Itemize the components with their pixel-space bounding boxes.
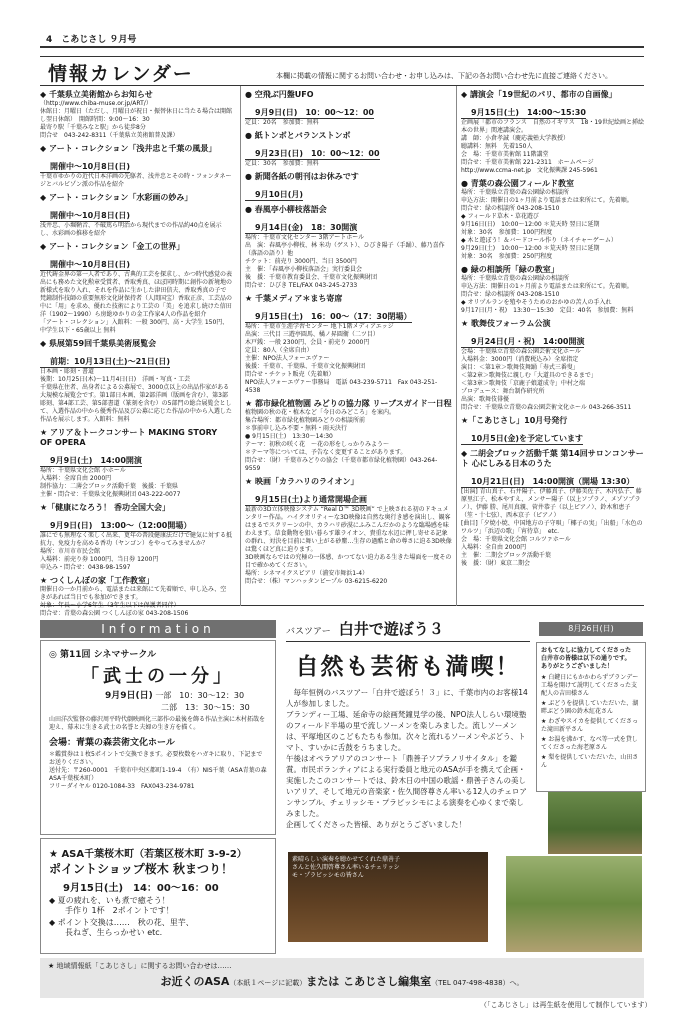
tour-title: 白井で遊ぼう３ — [338, 620, 444, 638]
calendar-event — [461, 319, 644, 412]
kids-photo — [548, 792, 642, 854]
cinema-circle-name: ◎ 第11回 シネマサークル — [49, 650, 157, 660]
cinema-session-1: 一部 10：30〜12：30 — [155, 691, 245, 700]
calendar-event — [461, 179, 644, 261]
event-body: 最新の3D立体映像システム “Real D™ 3D映画” で上映される初のドキュメンタリー作品。ハイクオリティーな3D映像は自然な奥行き感を演出し、観客はまるでスクリーンの中、カラハリ砂漠にふみこんだかのような臨場感を味わえます。草食動物を狙い暮らす雄ライオン、貴重な水辺に押し寄せる記象の群れ、対決を目前に舞い上がる砂塵…生存の過酷と命の尊さに迫る3D映像は驚くほど真に迫ります。 3D映画ならではの究極の一体感、かつてない迫力ある生きた場面を一度その目で確かめてください。 場所：シネマイクスピアリ（浦安市舞浜1-4） 問合せ：（株）マンハッタンピープル 03-6215-6220 — [245, 506, 452, 585]
calendar-event — [40, 144, 232, 189]
calendar-event — [245, 477, 452, 586]
asa-event: ポイントショップ桜木 秋まつり！ — [49, 862, 233, 876]
event-title: ◆ アート・コレクション「浅井忠と千葉の風景」 — [40, 144, 217, 153]
cinema-box — [40, 640, 276, 835]
event-body: 誰にでも無理なく楽しく出来、更年の普段健康法だけで健気に対する抵抗力、免疫力を高める香功（ヤンゴン）をやってみませんか？ 場所：市川市市民会館 入場料：前売り券 1000円、当日券 1200円 申込み・問合せ：0438-98-1597 — [40, 532, 233, 571]
calendar-event — [245, 294, 452, 395]
event-title: ◆ 県展第59回千葉県美術展覧会 — [40, 339, 157, 348]
footer-editorial: または こあじさし編集室 — [306, 975, 432, 988]
event-body: 定員：30名 参加費：無料 — [245, 160, 319, 167]
footer-tel: （TEL 047-498-4838）へ。 — [431, 979, 524, 987]
event-date: 開催中〜10月8日(日) — [40, 162, 130, 173]
event-body: 植物園の秋の花・植木など「今日のみどころ」を案内。 集合場所：都市緑化植物園みどりの相談所前 ＊事前申し込み不要・無料・雨天決行 ● 9月15日(土) 13:30〜14:30 テーマ：初秋の咲く花 〜花の形をしっかりみよう〜 ＊テーマ等については、予告なく変更することがあります。 問合せ：（財）千葉市みどりの協会（千葉市都市緑化植物園）043-264-9559 — [245, 409, 438, 472]
event-body: 場所：千葉県文化会館 小ホール 入場料：全席自由 2000円 制作協力：二薄会ブロック活動千葉 後援：千葉県 主催・問合せ：千葉県文化振興財団 043-222-0077 — [40, 467, 181, 498]
asa-date: 9月15日(土) 14：00〜16：00 — [63, 883, 219, 894]
calendar-note: 本欄に掲載の情報に関するお問い合わせ・お申し込みは、下記の各お問い合わせ先に直接ご連絡ください。 — [276, 72, 612, 80]
thanks-item: ★ 梨を提供していただいた、山田さん — [541, 754, 639, 769]
calendar-event — [245, 205, 452, 290]
event-title: ◆ アート・コレクション「金工の世界」 — [40, 242, 185, 251]
event-title: ● 春風亭小柳枝落語会 — [245, 205, 327, 214]
event-body: 近代鋳金界の第一人者であり、古典的工芸を探求し、かつ時代感覚の表出にも務めた文化勲章受賞者、香取秀真、ほぼ同時期に創作の新境地の新様式を取り入れ、それを作品に生かした津田信夫、香取秀真の子で梵鐘制作技師の重要無形文化財保持者（人間国宝）香取正彦、工芸品の中に「用」を求め、優れた技術により工芸の「美」を追求し続けた信田洋（1902〜1990）ら房総ゆかりの金工作家4人の作品を紹介 「アート・コレクション」入館料：一般 300円、高・大学生 150円、中学生以下・65歳以上 無料 — [40, 271, 233, 334]
calendar-event — [245, 399, 452, 473]
event-date: 9月9日(日) 13:00〜（12:00開場） — [40, 521, 191, 532]
event-date: 開催中〜10月8日(日) — [40, 260, 130, 271]
event-title: ◆ アート・コレクション「水彩画の妙み」 — [40, 193, 193, 202]
cinema-session-2: 二部 13：30〜15：30 — [161, 703, 250, 712]
thanks-intro: おもてなしに協力してくださった 白井市の皆様は以下の通りです。 ありがとうございました！ — [541, 647, 632, 670]
event-body: 場所：千葉県立青葉の森公園緑の相談所 申込方法：開催日の1ヶ月前より電話または来所にて。先着順。 問合せ：緑の相談所 043-208-1510 ◆ オリヅルランを殖やそうためのおかゆの苦人の手入れ 9月17日(月・祝) 13:30〜15:30 定員：40名 参加費：無料 — [461, 275, 634, 314]
event-title: ● 紙トンボとバランストンボ — [245, 131, 351, 140]
calendar-event — [461, 449, 644, 568]
event-body: 定員：20名 参加費：無料 — [245, 119, 319, 126]
thanks-item: ★ 白鍵日にもかかわらずブランデー工場を開けて説明してくださった支配人の吉田様さん — [541, 674, 639, 697]
event-date: 9月24日(月・祝) 14:00開演 — [461, 337, 584, 348]
thanks-item: ★ お湯を沸かす、なべ等一式を貸してくださった海老原さん — [541, 736, 638, 751]
event-title: ★ 千葉メディア＊まち寄席 — [245, 294, 343, 303]
tour-body: 毎年恒例のバスツアー「白井で遊ぼう！３」に、千葉市内のお客様14人が参加しました。 ブランディー工場、延命寺の絵画梵鐘見学の後、NPO法人しらい環境塾のフィールド半場の里で流しソーメンを楽しみました。流しソーメンは、平塚地区のこどもたちも参加。次々と流れるソーメンやぶどう、トマト、すいかに舌鼓をうちました。 午後はオペラアリアのコンサート「鼎善子ソプラノリサイタル」を鑑賞。市民ボランティアによる実行委員と地元のASAが手を携えて企画・実施したこのコンサートでは、鈴木日の中国の歌謡・鼎善子さんの美しいアリア、そして地元の音楽家・佐久間啓尊さん率いる12人のチェロアンサンブル、チェリッシモ・プラビッシモによる演奏を心ゆくまで楽しみました。 企画してくださった皆様、ありがとうございました！ — [286, 688, 528, 829]
calendar-header — [40, 56, 644, 86]
tour-label: バスツアー — [286, 627, 331, 637]
event-body: 企画展「都市のフランス 自然のイギリス 18・19世紀絵画と挿絵本の世界」関連講演会。 講 師：小倉孝誠（慶応義塾大学教授） 聴講料：無料 先着150人 会 場：千葉市美術館 11階講堂 問合せ：千葉市美術館 221-2311 ホームページ http://www.ccma-net.jp 文化振興課 245-5961 — [461, 119, 644, 174]
calendar-title: 情報カレンダー — [48, 63, 194, 85]
event-title: ★ アリア＆トークコンサート MAKING STORY OF OPERA — [40, 428, 218, 447]
event-body: [出演] 青山真子、石井陽子、伊藤真子、伊藤美佐子、木内弘子、藤原里江子、松本やすえ、メンサー陽子（以上ソプラノ、メゾソプラノ）、伊藤 勝、尾川真親、菅井恭子（以上ピアノ）、鈴木和恵子（笙・十七弦）、西本京子（ピアノ） [曲目]「夕焼小焼、中国地方の子守唄」「椰子の実」「出船」「水色のワルツ」「浜辺の歌」「宵待草」 etc. 会 場：千葉県文化会館 コルツァホール 入場料：全自由 2000円 主 催：二期会ブロック活動千葉 後 援：（財）東京二期会 — [461, 488, 643, 567]
calendar-event — [245, 131, 452, 168]
group-walk-photo — [506, 856, 642, 952]
event-title: ★「健康になろう！ 香功全国大会」 — [40, 503, 170, 512]
calendar-event — [245, 90, 452, 127]
asa-bullet-1: ◆ 夏の疲れを、いも煮で癒そう！ 手作り 1杯 2ポイントです！ — [49, 896, 174, 915]
event-title: ★ つくしんぼの家「工作教室」 — [40, 576, 154, 585]
event-date: 9月9日(日) 10：00〜12：00 — [245, 108, 374, 119]
cinema-sessions — [49, 690, 267, 713]
calendar-column-1 — [40, 86, 233, 617]
event-body: 場所：千葉市文化センター 3階アートホール 出 演：春風亭小柳枝、林 米功（ゲスト）、ひびき陽子（手踊）、藤乃喜作（落語の語り）他 チケット：前売り 3000円、当日 3500円 主 催：「春風亭小柳枝落語会」実行委員会 後 援：千葉市教育委員会、千葉市文化振興財団 問合せ：ひびき TEL/FAX 043-245-2733 — [245, 234, 445, 289]
calendar-event — [40, 503, 232, 572]
cinema-venue: 会場：青葉の森芸術文化ホール — [49, 738, 175, 748]
event-date: 9月14日(金) 18：30開演 — [245, 223, 357, 234]
event-title: ◆ 千葉県立美術館からお知らせ — [40, 90, 153, 99]
footer-note: ★ 地域情報紙「こあじさし」に関するお問い合わせは…… — [48, 962, 232, 970]
calendar-event — [40, 428, 232, 499]
footer-contact — [40, 958, 644, 998]
page-number: 4 こあじさし ９月号 — [46, 35, 137, 45]
event-body: 会場：千葉県立青葉の森公園芸術文化ホール 入場料金：3000円（消費税込み）全席指定 演目：＜第1章＞歌舞伎舞踊「寿式三番叟」 ＜第2章＞歌舞伎に親しむ「大道具のできるまで」 ＜第3章＞歌舞伎「京鹿子娘道成寺」中村之端 プロデュース：舞台制作研究所 出演：歌舞伎俳優 問合せ：千葉県立青葉の森公園芸術文化ホール 043-266-3511 — [461, 348, 632, 411]
event-date: 前期：10月13日(土)〜21日(日) — [40, 357, 170, 368]
footer-asa-note: （本紙１ページに記載） — [229, 979, 307, 987]
event-date: 9月15日(土) 16：00〜（17：30閉場） — [245, 312, 412, 323]
event-body: 浅井忠、小堀鞆音、不破篤ら明治から現代までの作品約40点を展示し、水彩画の推移を紹介 — [40, 222, 222, 237]
event-title: ★ 都市緑化植物園 みどりの協力隊 リーブスガイド一日程 — [245, 399, 452, 408]
event-body: 場所：千葉市生涯学習センター 地下1階メディアエッジ 出演：三代目 三遊亭圓馬、橘ノ昇圓衛（二ツ目） 木戸銭：一般 2300円、会員・前売り 2000円 定員：80人（全席自由） 主催：NPO法人フォーエヴァー 後援：千葉市、千葉県、千葉市文化振興財団 問合せ・チケット販売（先着順） NPO法人フォーエヴァー事務局 電話 043-239-5711 Fax 043-251-4538 — [245, 323, 438, 394]
calendar-body — [40, 86, 644, 617]
event-date: 9月10日(月) — [245, 190, 303, 201]
event-body: 場所：千葉県立青葉の森公園緑の相談所 申込方法：開催日の1ヶ月前より電話または来所にて。先着順。 問合せ：緑の相談所 043-208-1510 ◆ フィールド草木・草花遊び 9月16日(日) 10:00〜12:00 ＊荒天時 翌日に延期 対象：30名 参加費：100円程度 ◆ 木と遊ぼう！＆バードコール作り（ネイチャーゲーム） 9月29日(土) 10:00〜12:00 ＊荒天時 翌日に延期 対象：30名 参加費：250円程度 — [461, 189, 633, 260]
event-title: ★ 歌舞伎フォーラム公演 — [461, 319, 551, 328]
top-rule — [40, 46, 644, 48]
calendar-event — [40, 90, 232, 140]
event-date: 10月5日(金)を予定しています — [461, 434, 583, 445]
concert-photo-caption: 素晴らしい演奏を聴かせてくれた鼎善子 さんと佐久間啓尊さん率いるチェリッシ モ・プラビッシモの皆さん — [292, 856, 401, 879]
calendar-event — [40, 193, 232, 238]
cinema-date: 9月9日(日) — [105, 691, 153, 701]
event-title: ● 青葉の森公園フィールド教室 — [461, 179, 574, 188]
thanks-item: ★ わざやスイカを提供してくださった滝田新平さん — [541, 718, 638, 733]
event-date: 開催中〜10月8日(日) — [40, 211, 130, 222]
event-date: 9月15日(土)より通常開場企画 — [245, 495, 367, 506]
calendar-event — [40, 242, 232, 335]
event-date: 9月23日(日) 10：00〜12：00 — [245, 149, 380, 160]
information-header: Information — [40, 620, 276, 638]
cinema-notes: ＊鑑賞券は１枚5ポイントで交換できます。必要枚数をハガキに取り、下記までお送りください。 送付先：〒260-0001 千葉市中央区都町1-19-4 （有）NIS千葉（ASA青葉の森 ASA千葉桜木町） フリーダイヤル 0120-1084-33 FAX043-234-9781 — [49, 751, 267, 790]
footer-main — [48, 973, 636, 989]
calendar-event — [245, 172, 452, 201]
calendar-event — [40, 576, 232, 618]
footer-asa: お近くのASA — [160, 975, 230, 988]
recycle-note: （「こあじさし」は再生紙を使用して制作しています） — [480, 1001, 652, 1009]
tour-catchphrase: 自然も芸術も満喫！ — [295, 654, 521, 680]
event-title: ★「こあじさし」10月号発行 — [461, 416, 568, 425]
event-title: ◆ 二胡会ブロック活動千葉 第14回サロンコンサート 心にしみる日本のうた — [461, 449, 644, 468]
event-body: （http://www.chiba-muse.or.jp/ART/） 休館日：月曜日（ただし、月曜日が祝日・振替休日に当たる場合は開館し翌日休館） 開館時間：9:00〜16：30 最寄り駅「千葉みなと駅」から徒歩8分 問合せ 043-242-8311（千葉県立美術館普及課） — [40, 100, 233, 139]
event-body: 開催日の一か月前から、電話または来館にて先着順で、申し込み、空きがあれば当日でも参加ができます。 対象：年長〜小学6年生（3年生以下は保護者同伴） 問合せ：青葉の森公園 つくしんぼの家 043-208-1506 — [40, 586, 227, 617]
tour-date-tag: 8月26日(日) — [539, 622, 643, 636]
calendar-event — [461, 265, 644, 315]
calendar-event — [40, 339, 232, 424]
calendar-column-2 — [240, 86, 452, 606]
event-title: ● 新聞各紙の朝刊はお休みです — [245, 172, 359, 181]
event-title: ● 空飛ぶ円盤UFO — [245, 90, 314, 99]
cinema-film-title: 「武士の一分」 — [81, 666, 235, 687]
calendar-event — [461, 90, 644, 175]
event-title: ★ 映画「カラハリのライオン」 — [245, 477, 359, 486]
event-body: 日本画・彫刻・書道 後期：10月25日(木)〜11月4日(日) 洋画・写真・工芸 千葉県在住者、出身者による公募展で、3000点以上の出品作家がある大規模な展覧会です。第1部日本画、第2部洋画（版画を含む）、第3部彫刻、第4部工芸、第5部書道（篆刻を含む）の5部門の総合展覧会として、入選作品の中から優秀作品及び公募に応じた作品の中から入選した作品を展示します。入館料：無料 — [40, 368, 232, 423]
event-title: ● 緑の相談所「緑の教室」 — [461, 265, 559, 274]
calendar-event — [461, 416, 644, 445]
event-date: 9月9日(土) 14:00開演 — [40, 456, 142, 467]
thanks-item: ★ ぶどうを提供していただいた、湖畔ぶどう園の鈴木紅花さん — [541, 700, 639, 715]
calendar-column-3 — [456, 86, 644, 606]
event-date: 9月15日(土) 14:00〜15:30 — [461, 108, 586, 119]
asa-title: ★ ASA千葉桜木町（若葉区桜木町 3-9-2） — [49, 849, 247, 860]
asa-box — [40, 838, 276, 954]
tour-heading — [286, 618, 530, 642]
asa-bullet-2: ◆ ポイント交換は…… 秋の花、里芋、 長ねぎ、生らっかせい etc. — [49, 918, 194, 937]
event-date: 10月21日(日) 14:00開演（開場 13:30） — [461, 477, 634, 488]
event-body: 千葉市ゆかりの近代日本洋画の先駆者、浅井忠とその時・フォンタネージとバルビゾン派の作品を紹介 — [40, 173, 232, 188]
cinema-description: 山田洋次監督の藤沢周平時代劇映画化三部作の最後を飾る作品主演に木村拓哉を迎え、幕末に生きる武士の名誉と夫婦の生き方を描く。 — [49, 716, 266, 731]
thanks-box — [536, 642, 646, 792]
event-title: ◆ 講演会「19世紀のパリ、都市の自画像」 — [461, 90, 617, 99]
concert-photo — [288, 852, 488, 942]
